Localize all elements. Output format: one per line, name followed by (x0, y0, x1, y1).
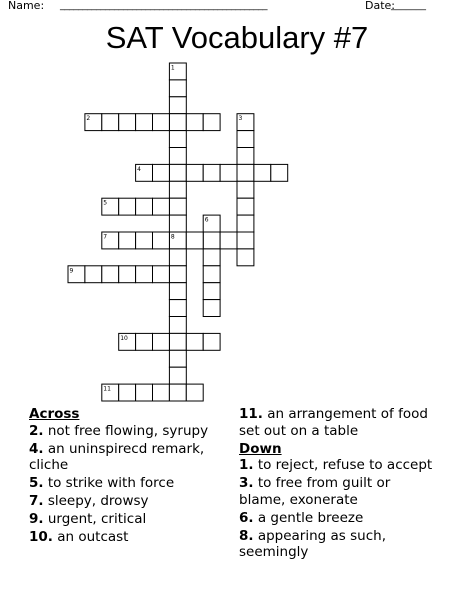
grid-cell[interactable] (254, 164, 271, 181)
grid-cell[interactable] (153, 333, 170, 350)
clue-item (239, 475, 435, 508)
cell-number: 7 (103, 233, 108, 241)
clue-number: 2. (29, 422, 44, 439)
grid-cell[interactable] (169, 333, 186, 350)
clue-number: 3. (239, 475, 254, 491)
name-blank: ______________________________________________ (60, 0, 267, 11)
grid-cell[interactable] (186, 384, 203, 401)
clue-text: to free from guilt or blame, exonerate (239, 475, 391, 508)
clue-number: 5. (29, 475, 44, 491)
grid-cell[interactable] (169, 384, 186, 401)
clue-item (29, 423, 225, 440)
clue-text: sleepy, drowsy (43, 493, 149, 509)
clue-text: an arrangement of food set out on a table (239, 406, 428, 439)
clue-text: urgent, critical (43, 511, 147, 527)
grid-cell[interactable] (220, 232, 237, 249)
clue-item (29, 529, 225, 546)
grid-cell[interactable] (169, 300, 186, 317)
clue-item (239, 406, 435, 439)
grid-cell[interactable] (203, 333, 220, 350)
name-label: Name: (8, 0, 45, 12)
cell-number: 10 (120, 334, 128, 342)
grid-cell[interactable] (169, 164, 186, 181)
cell-number: 5 (103, 199, 108, 207)
grid-cell[interactable] (169, 181, 186, 198)
grid-cell[interactable] (102, 114, 119, 131)
grid-cell[interactable] (203, 300, 220, 317)
clue-item (239, 528, 435, 561)
clue-item (239, 457, 435, 474)
clue-text: to reject, refuse to accept (253, 457, 433, 473)
clue-number: 4. (29, 440, 44, 457)
grid-cell[interactable] (136, 232, 153, 249)
clue-item (29, 493, 225, 510)
grid-cell[interactable] (169, 367, 186, 384)
clue-text: an uninspirecd remark, cliche (29, 440, 205, 473)
grid-cell[interactable] (153, 232, 170, 249)
page-title: SAT Vocabulary #7 (105, 20, 369, 55)
grid-cell[interactable] (169, 283, 186, 300)
date-label: Date: (365, 0, 395, 12)
grid-cell[interactable] (136, 114, 153, 131)
clue-text: a gentle breeze (253, 509, 364, 526)
grid-cell[interactable] (203, 249, 220, 266)
date-blank: _______ (391, 0, 426, 11)
grid-cell[interactable] (119, 232, 136, 249)
down-clues (239, 406, 435, 562)
grid-cell[interactable] (169, 215, 186, 232)
grid-cell[interactable] (169, 249, 186, 266)
clue-text: appearing as such, seemingly (239, 527, 386, 560)
grid-cell[interactable] (136, 333, 153, 350)
grid-cell[interactable] (203, 164, 220, 181)
grid-cell[interactable] (169, 97, 186, 114)
cell-number: 2 (86, 115, 91, 123)
clue-text: an outcast (52, 529, 129, 545)
grid-cell[interactable] (119, 266, 136, 283)
across-clues (29, 406, 225, 547)
grid-cell[interactable] (169, 350, 186, 367)
grid-cell[interactable] (186, 114, 203, 131)
grid-cell[interactable] (203, 266, 220, 283)
grid-cell[interactable] (237, 148, 254, 165)
grid-cell[interactable] (119, 198, 136, 215)
grid-cell[interactable] (186, 232, 203, 249)
grid-cell[interactable] (237, 215, 254, 232)
clue-number: 7. (29, 493, 44, 509)
grid-cell[interactable] (203, 232, 220, 249)
cell-number: 4 (137, 165, 141, 173)
clue-item (239, 510, 435, 527)
grid-cell[interactable] (102, 266, 119, 283)
clue-number: 6. (239, 509, 254, 526)
clue-item (29, 475, 225, 492)
grid-cell[interactable] (153, 114, 170, 131)
grid-cell[interactable] (119, 384, 136, 401)
grid-cell[interactable] (153, 164, 170, 181)
grid-cell[interactable] (136, 266, 153, 283)
grid-cell[interactable] (153, 384, 170, 401)
clue-number: 9. (29, 511, 44, 527)
grid-cell[interactable] (169, 317, 186, 334)
cell-number: 1 (170, 64, 175, 72)
grid-cell[interactable] (136, 384, 153, 401)
grid-cell[interactable] (169, 148, 186, 165)
grid-cell[interactable] (237, 181, 254, 198)
grid-cell[interactable] (186, 333, 203, 350)
cell-number: 11 (103, 385, 111, 393)
grid-cell[interactable] (220, 164, 237, 181)
grid-cell[interactable] (169, 131, 186, 148)
clue-number: 8. (239, 527, 254, 544)
clue-number: 11. (239, 406, 263, 422)
clue-text: not free flowing, syrupy (43, 422, 209, 439)
grid-cell[interactable] (203, 283, 220, 300)
grid-cell[interactable] (119, 114, 136, 131)
grid-cell[interactable] (237, 131, 254, 148)
cell-number: 9 (69, 267, 74, 275)
grid-cell[interactable] (169, 198, 186, 215)
grid-cell[interactable] (136, 198, 153, 215)
grid-cell[interactable] (271, 164, 288, 181)
grid-cell[interactable] (169, 80, 186, 97)
grid-cell[interactable] (237, 249, 254, 266)
clue-item (29, 511, 225, 528)
cell-number: 3 (238, 115, 243, 123)
grid-cell[interactable] (85, 266, 102, 283)
grid-cell[interactable] (237, 164, 254, 181)
cell-number: 8 (170, 233, 175, 241)
down-heading: Down (239, 440, 282, 457)
clue-number: 1. (239, 457, 254, 473)
grid-cell[interactable] (169, 114, 186, 131)
grid-cell[interactable] (186, 164, 203, 181)
grid-cell[interactable] (203, 114, 220, 131)
grid-cell[interactable] (237, 232, 254, 249)
grid-cell[interactable] (153, 198, 170, 215)
grid-cell[interactable] (237, 198, 254, 215)
cell-number: 6 (204, 216, 209, 224)
grid-cell[interactable] (169, 266, 186, 283)
clue-item (29, 441, 225, 474)
clue-number: 10. (29, 529, 53, 545)
clue-text: to strike with force (43, 475, 175, 491)
across-heading: Across (29, 406, 80, 422)
grid-cell[interactable] (153, 266, 170, 283)
